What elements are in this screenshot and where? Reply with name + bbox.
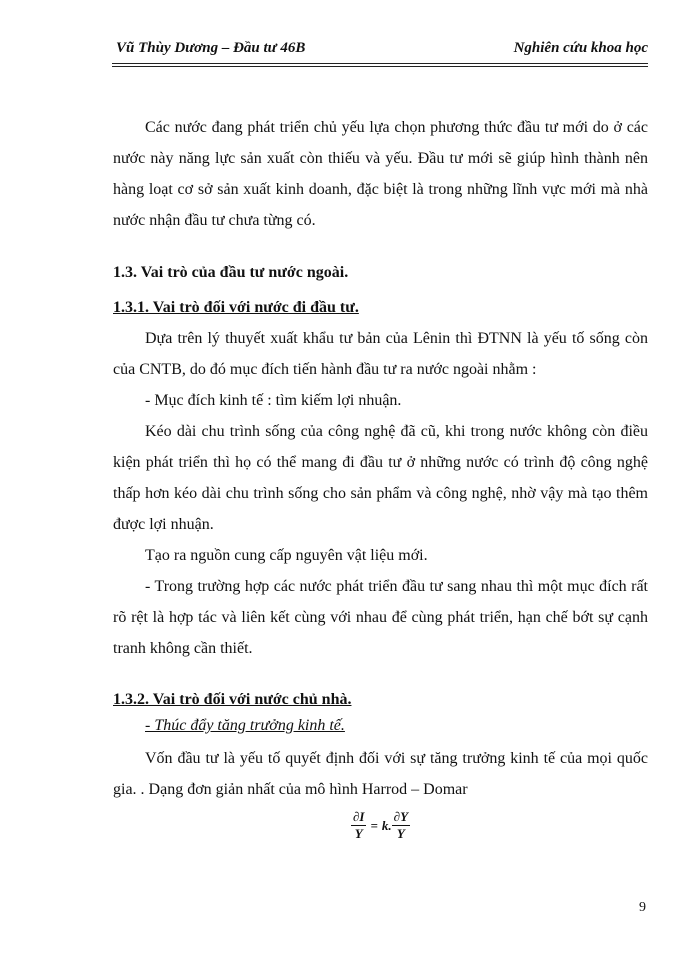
formula-equals-sign: = [370,817,378,833]
header-rule-top [112,63,648,64]
page-body [113,112,648,842]
subsection-heading-1: 1.3.1. Vai trò đối với nước đi đầu tư. [113,299,359,316]
italic-growth-item: - Thúc đẩy tăng trưởng kinh tế. [145,717,345,734]
header-author: Vũ Thùy Dương – Đầu tư 46B [116,40,306,56]
page-header [116,40,648,57]
formula-rhs-numerator: ∂Y [393,809,409,824]
paragraph-lenin: Dựa trên lý thuyết xuất khẩu tư bản của Lênin thì ĐTNN là yếu tố sống còn của CNTB, do đó mục đích tiến hành đầu tư ra nước ngoài nhằm : [113,330,648,378]
header-rule-bottom [112,66,648,67]
paragraph-economic-purpose: - Mục đích kinh tế : tìm kiếm lợi nhuận. [145,392,402,409]
page-number: 9 [639,900,646,915]
section-heading: 1.3. Vai trò của đầu tư nước ngoài. [113,264,349,281]
paragraph-raw-materials: Tạo ra nguồn cung cấp nguyên vật liệu mới. [145,547,428,564]
paragraph-harrod-domar: Vốn đầu tư là yếu tố quyết định đối với sự tăng trưởng kinh tế của mọi quốc gia. . Dạng đơn giản nhất của mô hình Harrod – Domar [113,750,648,798]
formula-lhs-denominator: Y [354,826,363,841]
subsection-heading-2: 1.3.2. Vai trò đối với nước chủ nhà. [113,691,352,708]
formula-k-coefficient: k. [381,817,392,833]
header-title: Nghiên cứu khoa học [513,40,648,56]
paragraph-technology-cycle: Kéo dài chu trình sống của công nghệ đã cũ, khi trong nước không còn điều kiện phát triển thì họ có thể mang đi đầu tư ở những nước có trình độ công nghệ thấp hơn kéo dài chu trình sống cho sản phẩm và công nghệ, nhờ vậy mà tạo thêm được lợi nhuận. [113,423,648,533]
formula-rhs-fraction [392,809,410,842]
formula-lhs-fraction [351,809,366,842]
paragraph-intro: Các nước đang phát triển chủ yếu lựa chọn phương thức đầu tư mới do ở các nước này năng lực sản xuất còn thiếu và yếu. Đầu tư mới sẽ giúp hình thành nên hàng loạt cơ sở sản xuất kinh doanh, đặc biệt là trong những lĩnh vực mới mà nhà nước nhận đầu tư chưa từng có. [113,119,648,229]
harrod-domar-formula [113,809,648,842]
paragraph-cooperation: - Trong trường hợp các nước phát triển đầu tư sang nhau thì một mục đích rất rõ rệt là hợp tác và liên kết cùng với nhau để cùng phát triển, hạn chế bớt sự cạnh tranh không cần thiết. [113,578,648,657]
formula-rhs-denominator: Y [396,826,405,841]
formula-lhs-numerator: ∂I [352,809,365,824]
